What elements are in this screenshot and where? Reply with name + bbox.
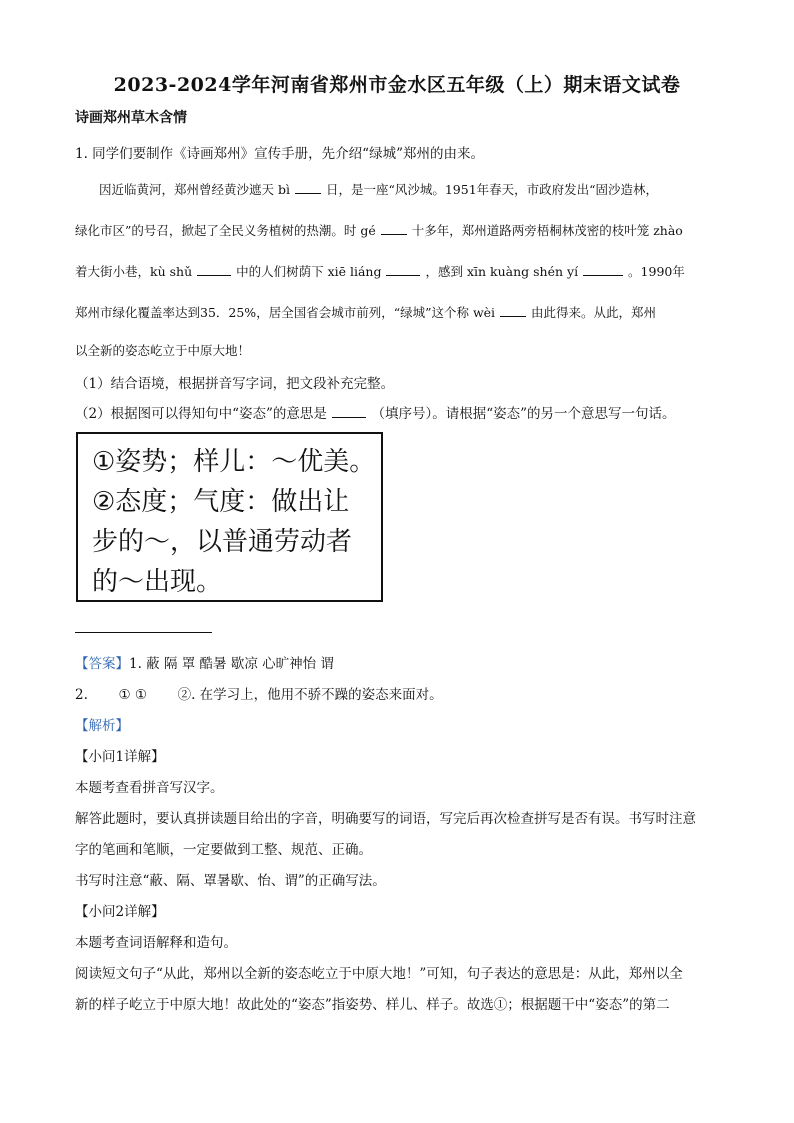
dict-line-2: ②态度；气度：做出让 xyxy=(92,487,350,517)
passage-text: 因近临黄河，郑州曾经黄沙遮天 bì xyxy=(99,182,290,197)
analysis-tag: 【解析】 xyxy=(75,718,129,734)
passage-text: 中的人们树荫下 xiē liáng xyxy=(236,264,382,279)
answer-blank xyxy=(332,405,366,418)
analysis-text: 字的笔画和笔顺，一定要做到工整、规范、正确。 xyxy=(75,842,372,858)
sub-question-2-text: （填序号）。请根据“姿态”的另一个意思写一句话。 xyxy=(371,406,676,422)
passage-text: 绿化市区”的号召，掀起了全民义务植树的热潮。时 gé xyxy=(75,223,376,238)
sub-question-2-text: （2）根据图可以得知句中“姿态”的意思是 xyxy=(75,406,327,422)
answer-line-1 xyxy=(75,652,334,672)
sub-question-2 xyxy=(75,402,676,422)
answer-blank xyxy=(583,263,623,276)
answer-text: 1. 蔽 隔 罩 酷暑 歇凉 心旷神怡 谓 xyxy=(129,656,334,672)
passage-line-1 xyxy=(99,180,658,198)
question-1-stem: 1. 同学们要制作《诗画郑州》宣传手册，先介绍“绿城”郑州的由来。 xyxy=(75,146,484,162)
answer-sentence: ②. 在学习上，他用不骄不躁的姿态来面对。 xyxy=(177,687,443,703)
passage-line-5: 以全新的姿态屹立于中原大地！ xyxy=(75,343,251,358)
answer-tag: 【答案】 xyxy=(75,656,129,672)
passage-text: 着大街小巷，kù shǔ xyxy=(75,264,193,279)
passage-line-3 xyxy=(75,262,685,280)
analysis-text: 阅读短文句子“从此，郑州以全新的姿态屹立于中原大地！”可知，句子表达的意思是：从此，郑州以全 xyxy=(75,966,683,982)
passage-text: 十多年，郑州道路两旁梧桐林茂密的枝叶笼 zhào xyxy=(411,223,683,238)
dictionary-entry-image xyxy=(76,432,383,602)
analysis-text: 书写时注意“蔽、隔、罩暑歇、怡、谓”的正确写法。 xyxy=(75,873,386,889)
answer-choice: ① ① xyxy=(118,687,147,703)
passage-line-2 xyxy=(75,221,683,239)
answer-blank xyxy=(197,263,231,276)
passage-text: 日，是一座“风沙城。1951年春天，市政府发出“固沙造林， xyxy=(325,182,659,197)
passage-text: 。1990年 xyxy=(628,264,685,279)
passage-text: 郑州市绿化覆盖率达到35．25%，居全国省会城市前列，“绿城”这个称 wèi xyxy=(75,305,496,320)
analysis-text: 解答此题时，要认真拼读题目给出的字音，明确要写的词语，写完后再次检查拼写是否有误。书写时注意 xyxy=(75,811,696,827)
analysis-sub2-tag: 【小问2详解】 xyxy=(75,904,165,920)
analysis-text: 本题考查看拼音写汉字。 xyxy=(75,780,224,796)
passage-text: 由此得来。从此，郑州 xyxy=(531,305,657,320)
sub-question-1: （1）结合语境，根据拼音写字词，把文段补充完整。 xyxy=(75,376,395,392)
dict-line-3: 步的～，以普通劳动者 xyxy=(92,527,353,557)
answer-blank xyxy=(381,222,407,235)
answer-blank xyxy=(295,181,321,194)
answer-number: 2. xyxy=(75,687,88,703)
analysis-text: 本题考查词语解释和造句。 xyxy=(75,935,237,951)
analysis-text: 新的样子屹立于中原大地！故此处的“姿态”指姿势、样儿、样子。故选①；根据题干中“姿态”的第二 xyxy=(75,997,670,1013)
answer-blank xyxy=(386,263,420,276)
passage-text: ，感到 xīn kuàng shén yí xyxy=(425,264,579,279)
dict-line-4: 的～出现。 xyxy=(92,567,223,597)
answer-blank xyxy=(500,304,526,317)
page-title: 2023-2024学年河南省郑州市金水区五年级（上）期末语文试卷 xyxy=(113,74,681,96)
passage-line-4 xyxy=(75,303,656,321)
divider xyxy=(75,632,212,633)
dict-line-1: ①姿势；样儿：～优美。 xyxy=(92,447,376,477)
answer-line-2 xyxy=(75,683,443,703)
analysis-sub1-tag: 【小问1详解】 xyxy=(75,749,165,765)
section-title: 诗画郑州草木含情 xyxy=(75,110,187,126)
